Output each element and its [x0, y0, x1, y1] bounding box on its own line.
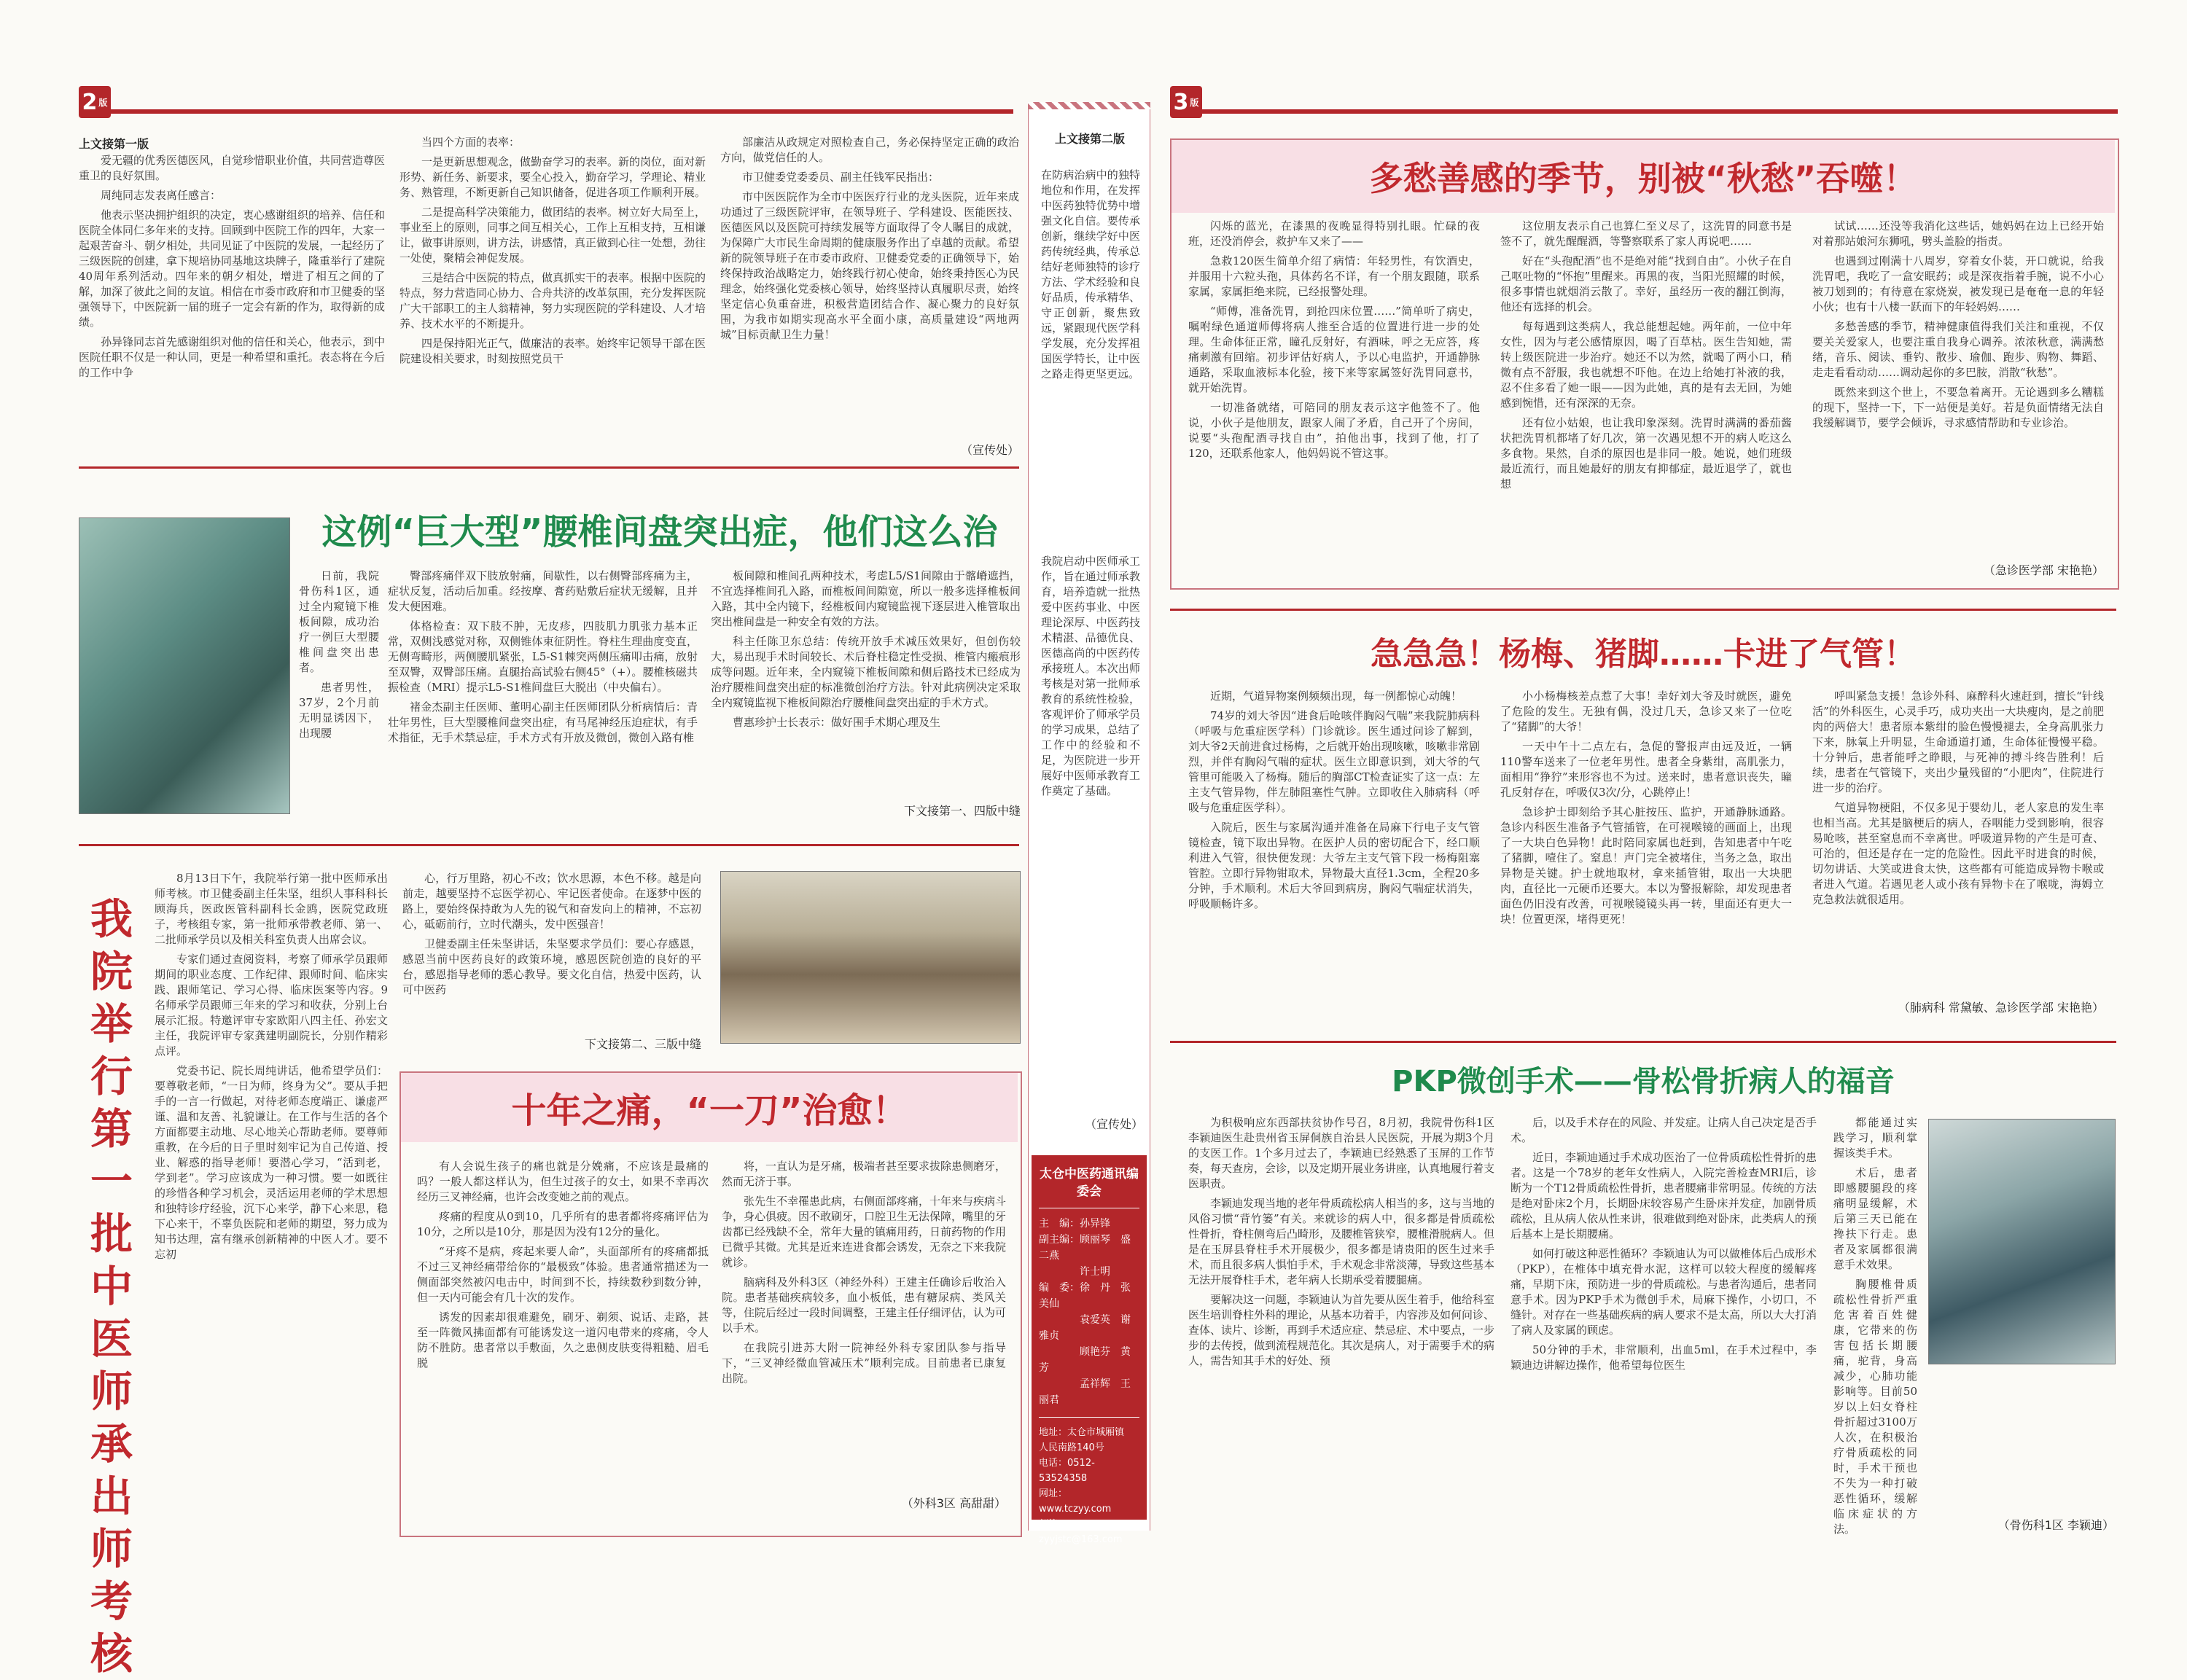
- page-number-unit: 版: [1190, 97, 1199, 108]
- sidebar-text-1: 在防病治病中的独特地位和作用，在发挥中医药独特优势中增强文化自信。要传承创新，继续学好中医药传统经典，传承总结好老师独特的诊疗方法、学术经验和良好品质，传承精华、守正创新，聚焦致远，紧跟现代医学科学发展，充分发挥祖国医学特长，让中医之路走得更坚更远。: [1041, 168, 1140, 380]
- info-line: 副主编：顾丽琴 盛二燕: [1039, 1234, 1131, 1262]
- paragraph: 如何打破这种恶性循环？李颖迪认为可以做椎体后凸成形术（PKP），在椎体中填充骨水泥，这样可以较大程度的缓解疼痛，早期下床，预防进一步的骨质疏松。与患者沟通后，患者同意手术。因为PKP手术为微创手术，局麻下操作，小切口，不缝针。对存在一些基础疾病的病人要求不是太高，所以大大打消了病人及家属的顾虑。: [1510, 1247, 1817, 1337]
- paragraph: 近日，李颖迪通过手术成功医治了一位骨质疏松性骨折的患者。这是一个78岁的老年女性病人，入院完善检查MRI后，诊断为一个T12骨质疏松性骨折，患者腰痛非常明显。传统的方法是绝对卧床2个月，长期卧床较容易产生卧床并发症，加剧骨质疏松，且从病人依从性来讲，很难做到绝对卧床，此类病人的预后基本上是长期腰痛。: [1510, 1151, 1817, 1241]
- pkp-column-1: [1188, 1115, 1494, 1545]
- sidebar-head: 上文接第二版: [1054, 132, 1125, 146]
- paragraph: 患者男性，37岁，2个月前无明显诱因下，出现腰: [299, 681, 379, 740]
- page-number-unit: 版: [98, 97, 108, 108]
- paragraph: 体格检查：双下肢不肿，无皮疹，四肢肌力肌张力基本正常，双侧浅感觉对称，双侧锥体束征阴性。脊柱生理曲度变直，无侧弯畸形，两侧腰肌紧张，L5-S1棘突两侧压痛叩击痛，放射至双臀，双臀部压痛。直腿抬高试验右侧45°（+）。腰椎核磁共振检查（MRI）提示L5-S1椎间盘巨大脱出（中央偏右）。: [388, 620, 698, 694]
- info-line: 袁爱英 谢雅贞: [1039, 1314, 1131, 1342]
- mentor-column-2: [402, 871, 701, 1031]
- paragraph: 有人会说生孩子的痛也就是分娩痛，不应该是最痛的吗？一般人都这样认为，但生过孩子的女士，如果不幸再次经历三叉神经痛，也许会改变她之前的观点。: [417, 1160, 709, 1203]
- paragraph: 术后，患者即感腰腿段的疼痛明显缓解，术后第三天已能在搀扶下行走。患者及家属都很满意手术效果。: [1833, 1166, 1917, 1271]
- paragraph: 在我院引进苏大附一院神经外科专家团队参与指导下，“三叉神经微血管减压术”顺利完成。目前患者已康复出院。: [722, 1341, 1006, 1385]
- paragraph: 近期，气道异物案例频频出现，每一例都惊心动魄！: [1210, 689, 1462, 703]
- autumn-column-2: [1500, 219, 1792, 579]
- pkp-signature: （骨伤科1区 李颖迪）: [1997, 1518, 2114, 1532]
- paragraph: 将，一直认为是牙痛，极端者甚至要求拔除患侧磨牙，然而无济于事。: [722, 1160, 1007, 1188]
- right-top-rule: [1170, 109, 2118, 114]
- paragraph: 入院后，医生与家属沟通并准备在局麻下行电子支气管镜检查，镜下取出异物。在医护人员的密切配合下，经口顺利进入气管，很快便发现：大爷左主支气管下段一杨梅阻塞管腔。立即行异物钳取术，异物最大直径1.3cm，全程20多分钟，手术顺利。术后大爷回到病房，胸闷气喘症状消失，呼吸顺畅许多。: [1188, 821, 1480, 910]
- paragraph: 试试……还没等我消化这些话，她妈妈在边上已经开始对着那站娘河东狮吼，劈头盖脸的指责。: [1812, 219, 2104, 248]
- paragraph: 当四个方面的表率：: [421, 136, 521, 149]
- pkp-surgery-photo: [1928, 1119, 2116, 1364]
- paragraph: 板间隙和椎间孔两种技术，考虑L5/S1间隙由于髂嵴遮挡，不宜选择椎间孔入路，而椎板间间隙宽，所以一般多选择椎板间入路，其中全内镜下，经椎板间内窥镜监视下逐层进入椎管取出突出椎间盘是一种安全有效的方法。: [711, 569, 1021, 628]
- spine-column-2: [388, 569, 698, 816]
- paragraph: 每每遇到这类病人，我总能想起她。两年前，一位中年女性，因为与老公感情原因，喝了百草枯。医生告知她，需转上级医院进一步治疗。她还不以为然，就喝了两小口，稍微有点不舒服，我也就想不吓他。在边上给她打补液的我，忍不住多看了她一眼——因为此她，真的是有去无回，为她感到惋惜，还有深深的无奈。: [1500, 320, 1792, 410]
- paragraph: 日前，我院骨伤科1区，通过全内窥镜下椎板间隙，成功治疗一例巨大型腰椎间盘突出患者。: [299, 569, 379, 674]
- paragraph: 卫健委副主任朱坚讲话，朱坚要求学员们：要心存感恩，感恩当前中医药良好的政策环境，感恩医院创造的良好的平台，感恩指导老师的悉心教导。要文化自信，热爱中医药，认可中医药: [402, 937, 701, 996]
- paragraph: 诱发的因素却很难避免，刷牙、剃须、说话、走路，甚至一阵微风拂面都有可能诱发这一道闪电带来的疼痛，令人防不胜防。患者常以手敷面，久之患侧皮肤变得粗糙、眉毛脱: [417, 1310, 709, 1370]
- info-line: 地址：太仓市城厢镇: [1039, 1427, 1125, 1438]
- intro-continue-head: 上文接第一版: [79, 137, 149, 151]
- info-line: 孟祥辉 王丽君: [1039, 1378, 1131, 1406]
- paragraph: 二是提高科学决策能力，做团结的表率。树立好大局至上，事业至上的原则，同事之间互相关心，工作上互相支持，互相谦让，做事讲原则，讲方法，讲感情，真正做到心往一处想，劲往一处使，聚精会神促发展。: [399, 206, 706, 265]
- paragraph: 多愁善感的季节，精神健康值得我们关注和重视，不仅要关关爱家人，也要注重自我身心调养。浓浓秋意，满满愁绪，音乐、阅读、垂钓、散步、瑜伽、跑步、购物、舞蹈、走走看看动动……调动起你的多巴胺，消散“秋愁”。: [1812, 320, 2104, 379]
- paragraph: 还有位小姑娘，也让我印象深刻。洗胃时满满的番茄酱状把洗胃机都堵了好几次，第一次遇见想不开的病人吃这么多食物。果然，自杀的原因也是非同一般。她说，她们班级最近流行，而且她最好的朋友有抑郁症，最近退学了，就也想: [1500, 416, 1792, 491]
- urgent-column-1: [1188, 689, 1480, 1017]
- paragraph: 小小杨梅核差点惹了大事！幸好刘大爷及时就医，避免了危险的发生。无独有偶，没过几天，急诊又来了一位吃了“猪脚”的大爷！: [1500, 689, 1792, 733]
- paragraph: 急救120医生简单介绍了病情：年轻男性，有饮酒史，并服用十六粒头孢，具体药名不详，有一个朋友跟随，联系家属，家属拒绝来院，已经报警处理。: [1188, 254, 1480, 298]
- paragraph: 也遇到过刚满十八周岁，穿着女仆装，开口就说，给我洗胃吧，我吃了一盒安眠药；或是深夜指着手腕，说不小心被刀划到的；有待意在家烧炭，被发现已是奄奄一息的年轻小伙；也有十八楼一跃而下的年轻妈妈……: [1812, 254, 2104, 313]
- paragraph: 一天中午十二点左右，急促的警报声由远及近，一辆110警车送来了一位老年男性。患者全身紫绀，高肌张力，面相用“狰狞”来形容也不为过。送来时，患者意识丧失，瞳孔反射存在，呼吸仅3次/分，心跳停止！: [1500, 740, 1792, 799]
- paragraph: 周纯同志发表离任感言：: [101, 189, 222, 202]
- paragraph: 为积极响应东西部扶贫协作号召，8月初，我院骨伤科1区李颖迪医生赴贵州省玉屏侗族自治县人民医院，开展为期3个月的支医工作。1个多月过去了，李颖迪已经熟悉了玉屏的工作节奏，每天查房，会诊，以及定期开展业务讲座，认真地履行着支医职责。: [1188, 1116, 1495, 1190]
- paragraph: 张先生不幸罹患此病，右侧面部疼痛，十年来与疾病斗争，身心俱疲。因不敢刷牙，口腔卫生无法保障，嘴里的牙齿都已经残缺不全，常年大量的镇痛用药，日前药物的作用已微乎其微。尤其是近来连进食都会诱发，无奈之下来我院就诊。: [722, 1195, 1007, 1269]
- paragraph: 要解决这一问题，李颖迪认为首先要从医生着手，他给科室医生培训脊柱外科的理论，从基本功着手，内容涉及如何问诊、查体、读片、诊断，再到手术适应症、禁忌症、术中要点，一步步的去传授，做到流程规范化。其次是病人，对于需要手术的病人，需告知其手术的好处、预: [1188, 1293, 1495, 1367]
- right-page-number: [1170, 86, 1202, 118]
- paragraph: 李颖迪发现当地的老年骨质疏松病人相当的多，这与当地的风俗习惯“背竹篓”有关。来就诊的病人中，很多都是骨质疏松性骨折，脊柱侧弯后凸畸形，及腰椎管狭窄，腰椎滑脱病人。但是在玉屏县脊柱手术开展极少，很多都是请贵阳的医生过来手术，而且很多病人惧怕手术，手术观念非常淡薄，导致这些基本无法开展脊柱手术，老年病人长期承受着腰腿痛。: [1188, 1197, 1495, 1286]
- info-line: 电话：0512-53524358: [1039, 1458, 1095, 1484]
- info-line: 主 编：孙异锋: [1039, 1218, 1110, 1230]
- paragraph: 一切准备就绪，可陪同的朋友表示这字他签不了。他说，小伙子是他朋友，跟家人闹了矛盾，自己开了个房间，说要“头孢配酒寻找自由”，拍他出事，找到了他，打了120，还联系他家人，他妈妈说不管这事。: [1188, 401, 1480, 460]
- paragraph: 他表示坚决拥护组织的决定，衷心感谢组织的培养、信任和医院全体同仁多年来的支持。回顾到中医院工作的四年，大家一起艰苦奋斗、朝夕相处，共同见证了中医院的发展，一起经历了三级医院的创建，拿下规培协同基地这块牌子，隆重举行了建院40周年系列活动。四年来的朝夕相处，增进了相互之间的了解，加深了彼此之间的友谊。相信在市委市政府和市卫健委的坚强领导下，中医院新一届的班子一定会有新的作为，取得新的成绩。: [79, 208, 386, 329]
- tooth-signature: （外科3区 高甜甜）: [901, 1496, 1006, 1510]
- mentor-vertical-title: 我院举行第一批中医师承出师考核: [90, 894, 133, 1679]
- info-line: 编 委：徐 丹 张美仙: [1039, 1282, 1131, 1310]
- paragraph: 党委书记、院长周纯讲话，他希望学员们：要尊敬老师，“一日为师，终身为父”。要从手把手的一言一行做起，对待老师态度端正、谦虚严谨、温和友善、礼貌谦让。在工作与生活的各个方面都要主动地、尽心地关心帮助老师。要尊师重教，在今后的日子里时刻牢记为自己传道、授业、解惑的指导老师！要潜心学习，“活到老，学到老”。学习应该成为一种习惯。要一如既往的珍惜各种学习机会，灵活运用老师的学术思想和独特诊疗经验，沉下心来学，静下心来思，稳下心来干，不辜负医院和老师的期望，努力成为知书达理，富有继承创新精神的中医人才。要不忘初: [155, 1064, 388, 1261]
- pkp-column-3: [1833, 1115, 1917, 1536]
- urgent-column-2: [1500, 689, 1792, 1017]
- paragraph: 50分钟的手术，非常顺利，出血5ml，在手术过程中，李颖迪边讲解边操作，他希望每位医生: [1510, 1343, 1817, 1372]
- pkp-column-3-continued: [1833, 1370, 2114, 1512]
- paragraph: 74岁的刘大爷因“进食后呛咳伴胸闷气喘”来我院肺病科（呼吸与危重症医学科）门诊就诊。医生通过问诊了解到，刘大爷2天前进食过杨梅，之后就开始出现咳嗽，咳嗽非常剧烈，并伴有胸闷气喘的症状。医生立即意识到，刘大爷的气管里可能吸入了杨梅。随后的胸部CT检查证实了这一点：左主支气管异物，伴左肺阻塞性气肿。立即收住入肺病科（呼吸与危重症医学科）。: [1188, 709, 1480, 814]
- editorial-box: [1032, 1155, 1147, 1545]
- paragraph: 闪烁的蓝光，在漆黑的夜晚显得特别扎眼。忙碌的夜班，还没消停会，救护车又来了——: [1188, 219, 1480, 248]
- spine-column-1: [299, 569, 379, 816]
- paragraph: “牙疼不是病，疼起来要人命”，头面部所有的疼痛都抵不过三叉神经痛带给你的“最极致”体验。患者通常描述为一侧面部突然被闪电击中，时间到不长，持续数秒到数分钟，但一天内可能会有几十次的发作。: [417, 1245, 709, 1304]
- divider-1: [79, 466, 1019, 469]
- paragraph: 四是保持阳光正气，做廉洁的表率。始终牢记领导干部在医院建设相关要求，时刻按照党员干: [399, 337, 706, 365]
- editorial-title: 太仓中医药通讯编委会: [1039, 1165, 1139, 1208]
- paragraph: 既然来到这个世上，不要急着离开。无论遇到多么糟糕的现下，坚持一下，下一站便是美好。若是负面情绪无法自我缓解调节，要学会倾诉，寻求感情帮助和专业诊治。: [1812, 386, 2104, 429]
- paragraph: 爱无疆的优秀医德医风，自觉珍惜职业价值，共同营造尊医重卫的良好氛围。: [79, 154, 386, 182]
- pkp-headline: PKP微创手术——骨松骨折病人的福音: [1392, 1064, 1895, 1098]
- paragraph: 市卫健委党委委员、副主任钱军民指出：: [742, 171, 940, 184]
- autumn-column-1: [1188, 219, 1480, 579]
- paragraph: 臀部疼痛伴双下肢放射痛，间歇性，以右侧臀部疼痛为主，症状反复，活动后加重。经按摩、膏药贴敷后症状无缓解，且并发大便困难。: [388, 569, 698, 613]
- paragraph: 心，行万里路，初心不改；饮水思源，本色不移。越是向前走，越要坚持不忘医学初心、牢记医者使命。在逐梦中医的路上，要始终保持敢为人先的锐气和奋发向上的精神，不忘初心，砥砺前行，立时代潮头，发中医强音！: [402, 872, 701, 931]
- urgent-headline: 急急急！杨梅、猪脚……卡进了气管！: [1371, 635, 1916, 673]
- paragraph: 胸腰椎骨质疏松性骨折严重危害着百姓健康，它带来的伤害包括长期腰痛，驼背，身高减少，心肺功能影响等。目前50岁以上妇女脊柱骨折超过3100万人次，在积极治疗骨质疏松的同时，手术干预也不失为一种打破恶性循环，缓解临床症状的方法。: [1833, 1278, 1917, 1536]
- paragraph: 脑病科及外科3区（神经外科）王建主任确诊后收治入院。患者基础疾病较多，血小板低，患有糖尿病、类风关等，住院后经过一段时间调整，王建主任仔细评估，认为可以手术。: [722, 1275, 1007, 1335]
- tooth-headline: 十年之痛，“一刀”治愈！: [401, 1073, 1018, 1142]
- paragraph: 呼叫紧急支援！急诊外科、麻醉科火速赶到，擅长“针线活”的外科医生，心灵手巧，成功夹出一大块瘦肉，是之前肥肉的两倍大！患者原本紫绀的脸色慢慢褪去，全身高肌张力下来，脉氧上升明显，生命通道打通，生命体征慢慢平稳。十分钟后，患者能呼之睁眼，与死神的搏斗终告胜利！后续，患者在气管镜下，夹出少量残留的“小肥肉”，住院进行进一步的治疗。: [1812, 689, 2104, 794]
- intro-signature: （宣传处）: [960, 443, 1019, 457]
- sidebar-top-strip: [1028, 102, 1150, 109]
- spine-headline: 这例“巨大型”腰椎间盘突出症，他们这么治: [321, 511, 998, 552]
- paragraph: 好在“头孢配酒”也不是绝对能“找到自由”。小伙子在自己呕吐物的“怀抱”里醒来。再黑的夜，当阳光照耀的时候，很多事情也就烟消云散了。幸好，虽经历一夜的翻江倒海，他还有选择的机会。: [1500, 254, 1792, 313]
- autumn-signature: （急诊医学部 宋艳艳）: [1983, 563, 2104, 577]
- paragraph: 专家们通过查阅资料，考察了师承学员跟师期间的职业态度、工作纪律、跟师时间、临床实践、跟师笔记、学习心得、临床医案等内容。9名师承学员跟师三年来的学习和收获，分别上台展示汇报。特邀评审专家欧阳八四主任、孙宏文主任，我院评审专家龚建明副院长，分别作精彩点评。: [155, 953, 388, 1058]
- info-line: 人民南路140号: [1039, 1442, 1104, 1453]
- surgery-photo: [79, 517, 290, 814]
- pkp-column-2: [1510, 1115, 1817, 1545]
- autumn-headline: 多愁善感的季节，别被“秋愁”吞噬！: [1172, 140, 2115, 213]
- paragraph: 都能通过实践学习，顺利掌握该类手术。: [1833, 1116, 1917, 1160]
- sidebar-signature: （宣传处）: [1084, 1117, 1143, 1131]
- paragraph: 8月13日下午，我院举行第一批中医师承出师考核。市卫健委副主任朱坚，组织人事科科长顾海兵，医政医管科副科长金鸥，医院党政班子，考核组专家，第一批师承带教老师、第一、二批师承学员以及相关科室负责人出席会议。: [155, 872, 388, 946]
- info-line: 网址：www.tczyy.com: [1039, 1488, 1112, 1515]
- paragraph: 孙异锋同志首先感谢组织对他的信任和关心，他表示，到中医院任职不仅是一种认同，更是一种希望和重托。表态将在今后的工作中争: [79, 335, 386, 379]
- paragraph: 急诊护士即刻给予其心脏按压、监护，开通静脉通路。急诊内科医生准备予气管插管，在可视喉镜的画面上，出现了一大块白色异物！此时陪同家属也赶到，告知患者中午吃了猪脚，噎住了。窒息！声门完全被堵住，当务之急，取出异物是关键。护士就地取材，拿来插管钳，取出一大块肥肉，直径比一元硬币还要大。本以为警报解除，却发现患者面色仍旧没有改善，可视喉镜镜头再一转，里面还有更大一块！位置更深，堵得更死！: [1500, 805, 1792, 926]
- mentor-column-1: [155, 871, 388, 1527]
- tooth-column-1: [417, 1159, 709, 1523]
- paragraph: 三是结合中医院的特点，做真抓实干的表率。根据中医院的特点，努力营造同心协力、合舟共济的改革氛围，充分发挥医院广大干部职工的主人翁精神，努力实现医院的学科建设、人才培养、技术水平的不断提升。: [399, 271, 706, 330]
- intro-column-2: [399, 135, 706, 459]
- sidebar-text-2: 我院启动中医师承工作，旨在通过师承教育，培养造就一批热爱中医药事业、中医理论深厚、中医药技术精湛、品德优良、医德高尚的中医药传承接班人。本次出师考核是对第一批师承教育的系统性检验，客观评价了师承学员的学习成果，总结了工作中的经验和不足，为医院进一步开展好中医师承教育工作奠定了基础。: [1041, 555, 1140, 797]
- paragraph: “师傅，准备洗胃，到抢四床位置……”简单听了病史，嘱咐绿色通道师傅将病人推至合适的位置进行进一步的处理。生命体征正常，瞳孔反射好，有酒味，呼之无应答，疼痛刺激有回缩。初步评估好病人，予以心电监护，开通静脉通路，采取血液标本化验，接下来等家属签好洗胃同意书，就开始洗胃。: [1188, 305, 1480, 394]
- divider-4: [1170, 1041, 2116, 1043]
- urgent-column-3: [1812, 689, 2104, 991]
- paragraph: 一是更新思想观念，做勤奋学习的表率。新的岗位，面对新形势、新任务、新要求，要全心投入，勤奋学习，学理论、精业务、熟管理，不断更新自己知识储备，促进各项工作顺利开展。: [399, 155, 706, 199]
- paragraph: 疼痛的程度从0到10，几乎所有的患者都将疼痛评估为10分，之所以是10分，那是因为没有12分的量化。: [417, 1210, 709, 1238]
- paragraph: 气道异物梗阻，不仅多见于婴幼儿，老人家息的发生率也相当高。尤其是脑梗后的病人，吞咽能力受到影响，很容易呛咳，甚至窒息而不幸离世。呼吸道异物的产生是可查、可治的，但还是存在一定的危险性。因此平时进食的时候，切勿讲话、大笑或进食太快，这些都有可能造成异物卡喉或者进入气道。若遇见老人或小孩有异物卡在了喉咙，海姆立克急救法就很适用。: [1812, 801, 2104, 906]
- paragraph: 褚金杰副主任医师、董明心副主任医师团队分析病情后：青壮年男性，巨大型腰椎间盘突出症，有马尾神经压迫症状，有手术指征，无手术禁忌症，手术方式有开放及微创，微创入路有椎: [388, 700, 698, 744]
- left-page-number: [79, 86, 111, 118]
- info-line: 顾艳芬 黄 芳: [1039, 1346, 1141, 1374]
- left-top-rule: [79, 109, 1013, 114]
- mentor-continue-note: 下文接第二、三版中缝: [584, 1037, 701, 1051]
- meeting-photo: [720, 871, 1021, 1044]
- paragraph: 市中医医院作为全市中医医疗行业的龙头医院，近年来成功通过了三级医院评审，在领导班子、学科建设、医能医技、医德医风以及医院可持续发展等方面取得了令人瞩目的成就，为保障广大市民生命周期的健康服务作出了卓越的贡献。希望新的院领导班子在市委市政府、卫健委党委的正确领导下，始终保持政治战略定力，始终践行初心使命，始终秉持医心为民理念，始终强化党委核心领导，始终坚持认真履职尽责，始终坚定信心负重奋进，积极营造团结合作、凝心聚力的良好氛围，为我市如期实现高水平全面小康，高质量建设“两地两城”目标贡献卫生力量！: [720, 190, 1019, 341]
- spine-column-3: [711, 569, 1021, 798]
- editorial-address: [1039, 1417, 1139, 1547]
- paragraph: 科主任陈卫东总结：传统开放手术减压效果好，但创伤较大，易出现手术时间较长、术后脊柱稳定性受损、椎管内瘢痕形成等问题。近年来，全内窥镜下椎板间隙和侧后路技术已经成为治疗腰椎间盘突出症的标准微创治疗方法。针对此病例决定采取全内窥镜监视下椎板间隙治疗腰椎间盘突出症的手术方式。: [711, 635, 1021, 709]
- tooth-column-2: [722, 1159, 1006, 1480]
- intro-column-1: [79, 153, 385, 459]
- paragraph: 曹惠珍护士长表示：做好围手术期心理及生: [733, 716, 941, 729]
- intro-column-3: [720, 135, 1019, 434]
- info-line: 许士明: [1039, 1266, 1110, 1278]
- spine-continue-note: 下文接第一、四版中缝: [903, 804, 1021, 818]
- paragraph: 后，以及手术存在的风险、并发症。让病人自己决定是否手术。: [1510, 1116, 1817, 1144]
- page-number-digit: 2: [82, 89, 98, 115]
- paragraph: 这位朋友表示自己也算仁至义尽了，这洗胃的同意书是签不了，就先醒醒酒，等警察联系了家人再说吧……: [1500, 219, 1792, 248]
- divider-2: [79, 844, 1019, 846]
- editorial-rows: [1032, 1216, 1147, 1408]
- info-line: 邮箱：zyyjstc@163.com: [1039, 1519, 1123, 1545]
- divider-3: [1170, 609, 2116, 611]
- urgent-signature: （肺病科 常黛敏、急诊医学部 宋艳艳）: [1898, 1001, 2104, 1015]
- page-number-digit: 3: [1173, 89, 1189, 115]
- autumn-column-3: [1812, 219, 2104, 554]
- paragraph: 部廉洁从政规定对照检查自己，务必保持坚定正确的政治方向，做党信任的人。: [720, 136, 1019, 164]
